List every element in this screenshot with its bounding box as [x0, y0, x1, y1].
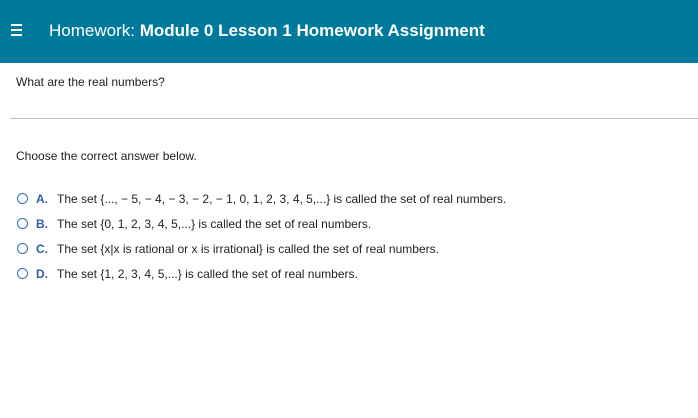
radio-button-icon[interactable]: [17, 243, 28, 254]
answer-options: [16, 186, 506, 286]
option-letter: A.: [36, 191, 48, 206]
header-bar: [0, 0, 698, 63]
radio-button-icon[interactable]: [17, 218, 28, 229]
option-c[interactable]: [16, 236, 506, 261]
question-text: What are the real numbers?: [16, 75, 165, 89]
option-text: The set {x|x is rational or x is irrational} is called the set of real numbers.: [57, 241, 439, 256]
option-text: The set {..., − 5, − 4, − 3, − 2, − 1, 0, 1, 2, 3, 4, 5,...} is called the set of real numbers.: [57, 191, 507, 206]
option-d[interactable]: [16, 261, 506, 286]
assignment-title: Module 0 Lesson 1 Homework Assignment: [139, 21, 485, 40]
title-prefix: Homework:: [49, 21, 135, 40]
divider: [10, 118, 698, 119]
option-letter: B.: [36, 216, 48, 231]
option-b[interactable]: [16, 211, 506, 236]
option-text: The set {0, 1, 2, 3, 4, 5,...} is called the set of real numbers.: [57, 216, 372, 231]
option-a[interactable]: [16, 186, 506, 211]
instruction-text: Choose the correct answer below.: [16, 149, 197, 163]
option-text: The set {1, 2, 3, 4, 5,...} is called the set of real numbers.: [57, 266, 358, 281]
radio-button-icon[interactable]: [17, 268, 28, 279]
radio-button-icon[interactable]: [17, 193, 28, 204]
page-title: [49, 21, 485, 41]
option-letter: D.: [36, 266, 48, 281]
hamburger-menu-icon[interactable]: [10, 23, 26, 39]
option-letter: C.: [36, 241, 48, 256]
